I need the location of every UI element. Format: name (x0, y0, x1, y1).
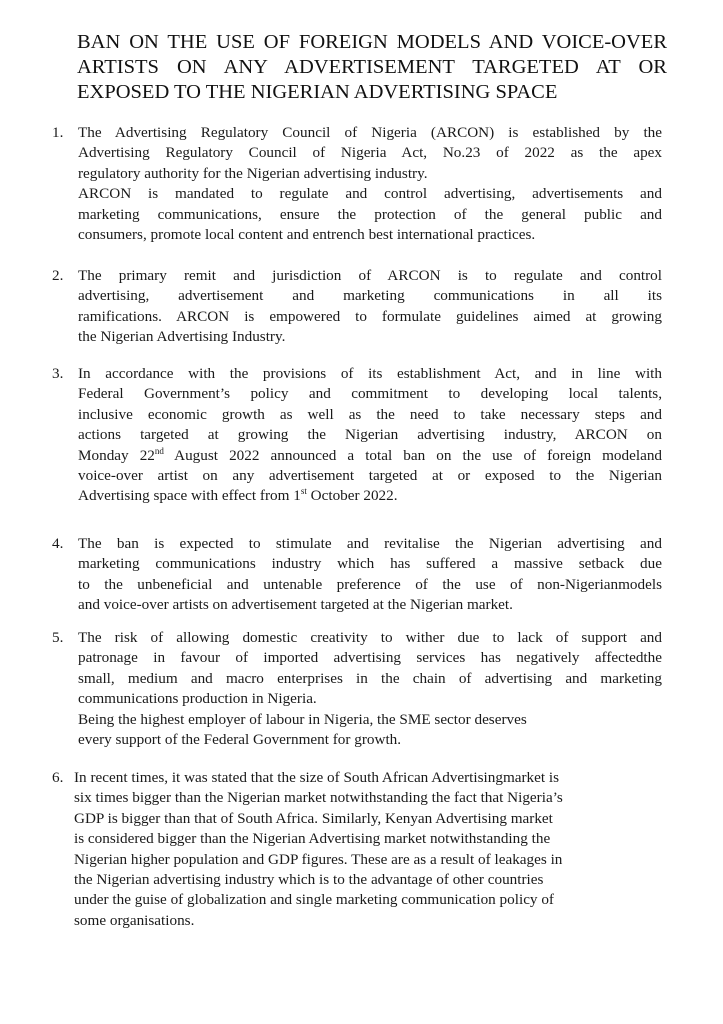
date-text-rest: August 2022 announced a total ban on the use of foreign modeland (163, 446, 663, 464)
title-line: EXPOSED TO THE NIGERIAN ADVERTISING SPACE (77, 81, 558, 103)
text-line: actions targeted at growing the Nigerian advertising industry, ARCON on (78, 426, 662, 444)
text-line: The primary remit and jurisdiction of ARCON is to regulate and control (78, 267, 662, 284)
document-title (77, 30, 667, 105)
text-line: voice-over artist on any advertisement targeted at or exposed to the Nigerian (78, 467, 662, 485)
title-line: ARTISTS ON ANY ADVERTISEMENT TARGETED AT OR (77, 56, 667, 78)
effective-date-line (78, 486, 662, 506)
text-line: ramifications. ARCON is empowered to formulate guidelines aimed at growing (78, 307, 662, 325)
text-line: ARCON is mandated to regulate and control advertising, advertisements and (78, 185, 662, 203)
text-line: six times bigger than the Nigerian market notwithstanding the fact that Nigeria’s (74, 789, 563, 807)
date-text: Monday 22 (78, 446, 155, 464)
text-line: In accordance with the provisions of its establishment Act, and in line with (78, 365, 662, 382)
item-number: 1. (52, 124, 64, 141)
text-line: Being the highest employer of labour in Nigeria, the SME sector deserves (78, 710, 527, 728)
item-body (78, 266, 662, 348)
text-line: under the guise of globalization and single marketing communication policy of (74, 891, 554, 909)
effective-text: Advertising space with effect from 1 (78, 487, 301, 505)
text-line: the Nigerian advertising industry which is to the advantage of other countries (74, 871, 544, 889)
text-line: inclusive economic growth as well as the need to take necessary steps and (78, 405, 662, 423)
list-item (52, 123, 662, 245)
text-line: to the unbeneficial and untenable preference of the use of non-Nigerianmodels (78, 575, 662, 593)
text-line: Federal Government’s policy and commitment to developing local talents, (78, 385, 662, 403)
item-number: 3. (52, 365, 64, 382)
text-line: consumers, promote local content and entrench best international practices. (78, 226, 536, 244)
date-ordinal: nd (154, 445, 164, 456)
text-line: In recent times, it was stated that the size of South African Advertisingmarket is (74, 769, 560, 786)
item-number: 5. (52, 629, 64, 646)
text-line: patronage in favour of imported advertising services has negatively affectedthe (78, 649, 662, 667)
item-body (78, 628, 662, 750)
text-line: regulatory authority for the Nigerian advertising industry. (78, 164, 428, 182)
text-line: GDP is bigger than that of South Africa. Similarly, Kenyan Advertising market (74, 809, 553, 827)
text-line: advertising, advertisement and marketing communications in all its (78, 287, 662, 305)
text-line: marketing communications, ensure the protection of the general public and (78, 205, 662, 223)
item-body (78, 364, 662, 507)
list-item (52, 266, 662, 348)
item-body (78, 534, 662, 616)
text-line: The Advertising Regulatory Council of Nigeria (ARCON) is established by the (78, 124, 662, 141)
title-line: BAN ON THE USE OF FOREIGN MODELS AND VOICE-OVER (77, 31, 667, 53)
text-line: communications production in Nigeria. (78, 690, 317, 708)
item-number: 2. (52, 267, 64, 284)
list-item (52, 768, 662, 931)
effective-ordinal: st (300, 486, 307, 497)
text-line: Advertising Regulatory Council of Nigeria Act, No.23 of 2022 as the apex (78, 144, 662, 162)
announcement-date-line (78, 446, 662, 466)
item-number: 4. (52, 535, 64, 552)
item-body (74, 768, 662, 931)
list-item (52, 364, 662, 507)
effective-text-rest: October 2022. (306, 487, 398, 505)
text-line: The ban is expected to stimulate and revitalise the Nigerian advertising and (78, 535, 662, 552)
text-line: Nigerian higher population and GDP figures. These are as a result of leakages in (74, 850, 563, 868)
text-line: and voice-over artists on advertisement targeted at the Nigerian market. (78, 596, 513, 614)
text-line: is considered bigger than the Nigerian Advertising market notwithstanding the (74, 830, 551, 848)
text-line: The risk of allowing domestic creativity to wither due to lack of support and (78, 629, 662, 646)
list-item (52, 534, 662, 616)
text-line: some organisations. (74, 911, 195, 929)
text-line: marketing communications industry which has suffered a massive setback due (78, 555, 662, 573)
list-item (52, 628, 662, 750)
text-line: every support of the Federal Government for growth. (78, 731, 402, 749)
text-line: the Nigerian Advertising Industry. (78, 328, 286, 346)
text-line: small, medium and macro enterprises in the chain of advertising and marketing (78, 669, 662, 687)
item-body (78, 123, 662, 245)
item-number: 6. (52, 769, 64, 786)
